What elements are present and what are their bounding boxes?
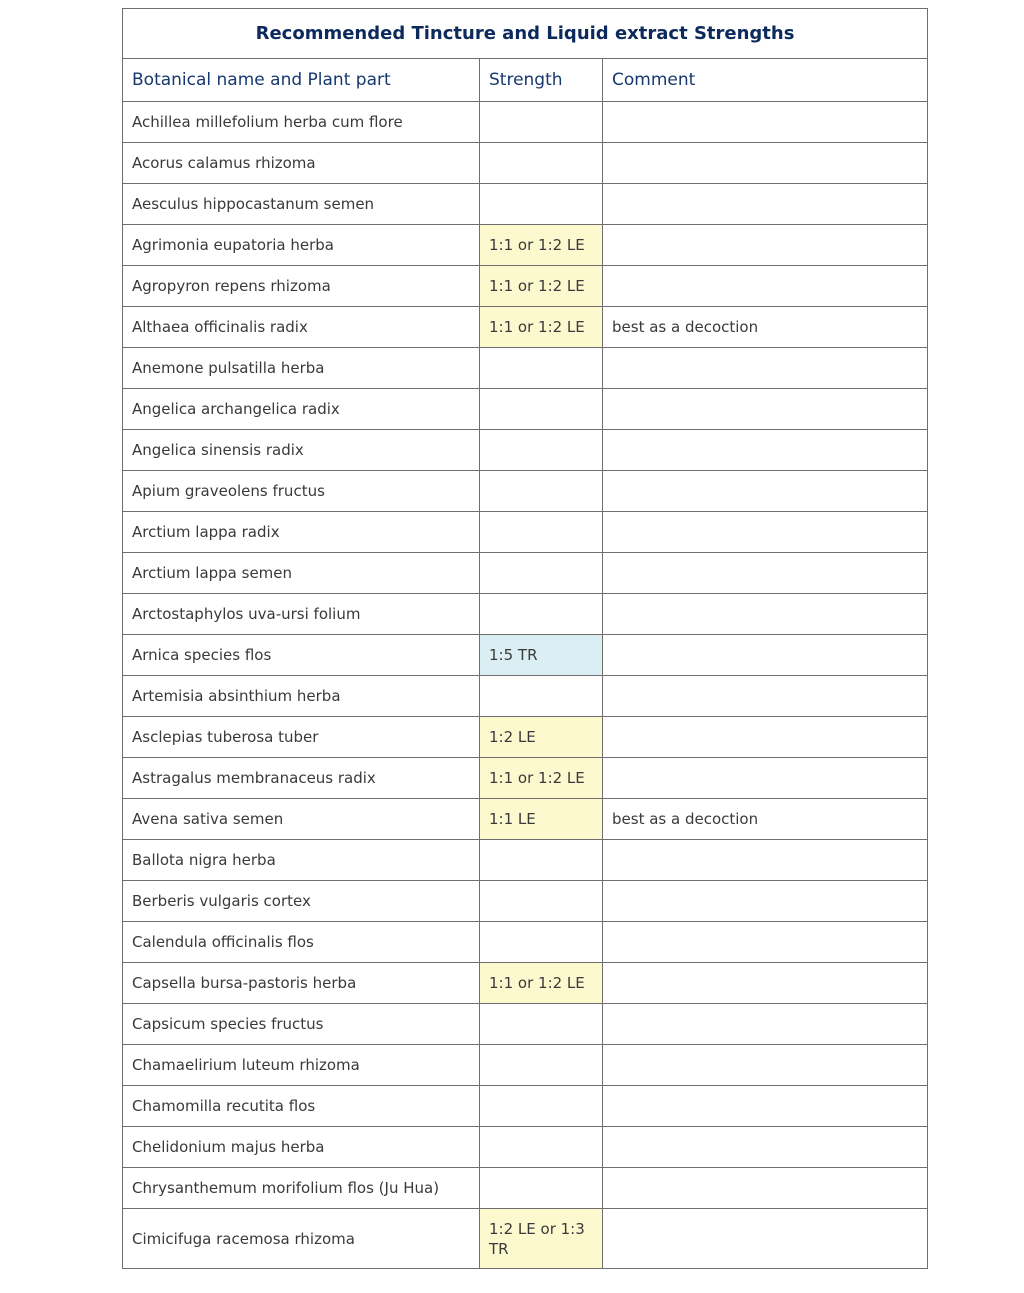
- table-row: [123, 1004, 928, 1045]
- strengths-table: [122, 8, 928, 1269]
- comment-cell: [603, 1004, 928, 1045]
- strength-cell: [480, 553, 603, 594]
- strength-cell: [480, 1168, 603, 1209]
- strength-cell: [480, 1004, 603, 1045]
- strength-cell: [480, 1045, 603, 1086]
- comment-cell: [603, 881, 928, 922]
- strength-cell: [480, 922, 603, 963]
- botanical-name-cell: Chamomilla recutita flos: [123, 1086, 480, 1127]
- header-comment: Comment: [603, 59, 928, 102]
- strength-cell: [480, 881, 603, 922]
- header-strength: Strength: [480, 59, 603, 102]
- strengths-sheet: [122, 8, 927, 1269]
- botanical-name-cell: Chamaelirium luteum rhizoma: [123, 1045, 480, 1086]
- table-row: [123, 553, 928, 594]
- strength-cell: 1:1 or 1:2 LE: [480, 307, 603, 348]
- comment-cell: [603, 512, 928, 553]
- table-row: [123, 102, 928, 143]
- header-botanical-name: Botanical name and Plant part: [123, 59, 480, 102]
- comment-cell: [603, 471, 928, 512]
- strength-cell: [480, 102, 603, 143]
- comment-cell: best as a decoction: [603, 799, 928, 840]
- botanical-name-cell: Agropyron repens rhizoma: [123, 266, 480, 307]
- strength-cell: [480, 348, 603, 389]
- comment-cell: [603, 758, 928, 799]
- botanical-name-cell: Capsicum species fructus: [123, 1004, 480, 1045]
- table-body: [123, 102, 928, 1269]
- botanical-name-cell: Avena sativa semen: [123, 799, 480, 840]
- strength-cell: [480, 1086, 603, 1127]
- botanical-name-cell: Angelica archangelica radix: [123, 389, 480, 430]
- table-row: [123, 225, 928, 266]
- strength-cell: 1:1 or 1:2 LE: [480, 266, 603, 307]
- botanical-name-cell: Agrimonia eupatoria herba: [123, 225, 480, 266]
- comment-cell: [603, 225, 928, 266]
- table-row: [123, 963, 928, 1004]
- comment-cell: [603, 922, 928, 963]
- strength-cell: [480, 840, 603, 881]
- table-row: [123, 1127, 928, 1168]
- botanical-name-cell: Capsella bursa-pastoris herba: [123, 963, 480, 1004]
- comment-cell: [603, 676, 928, 717]
- comment-cell: [603, 1209, 928, 1269]
- comment-cell: [603, 143, 928, 184]
- table-row: [123, 471, 928, 512]
- strength-cell: 1:5 TR: [480, 635, 603, 676]
- table-row: [123, 594, 928, 635]
- strength-cell: [480, 471, 603, 512]
- strength-cell: [480, 430, 603, 471]
- strength-cell: 1:2 LE: [480, 717, 603, 758]
- table-row: [123, 512, 928, 553]
- comment-cell: [603, 840, 928, 881]
- table-row: [123, 1209, 928, 1269]
- botanical-name-cell: Achillea millefolium herba cum flore: [123, 102, 480, 143]
- comment-cell: [603, 1168, 928, 1209]
- table-row: [123, 717, 928, 758]
- comment-cell: [603, 1045, 928, 1086]
- botanical-name-cell: Chelidonium majus herba: [123, 1127, 480, 1168]
- table-row: [123, 266, 928, 307]
- table-row: [123, 430, 928, 471]
- table-row: [123, 307, 928, 348]
- botanical-name-cell: Cimicifuga racemosa rhizoma: [123, 1209, 480, 1269]
- header-row: [123, 59, 928, 102]
- strength-cell: [480, 676, 603, 717]
- strength-cell: [480, 184, 603, 225]
- botanical-name-cell: Astragalus membranaceus radix: [123, 758, 480, 799]
- strength-cell: 1:1 LE: [480, 799, 603, 840]
- botanical-name-cell: Acorus calamus rhizoma: [123, 143, 480, 184]
- strength-cell: 1:1 or 1:2 LE: [480, 963, 603, 1004]
- comment-cell: [603, 963, 928, 1004]
- table-row: [123, 1086, 928, 1127]
- botanical-name-cell: Anemone pulsatilla herba: [123, 348, 480, 389]
- comment-cell: [603, 717, 928, 758]
- botanical-name-cell: Arctium lappa semen: [123, 553, 480, 594]
- comment-cell: [603, 266, 928, 307]
- comment-cell: [603, 1127, 928, 1168]
- botanical-name-cell: Ballota nigra herba: [123, 840, 480, 881]
- table-row: [123, 922, 928, 963]
- botanical-name-cell: Calendula officinalis flos: [123, 922, 480, 963]
- botanical-name-cell: Berberis vulgaris cortex: [123, 881, 480, 922]
- comment-cell: [603, 594, 928, 635]
- table-row: [123, 840, 928, 881]
- table-row: [123, 143, 928, 184]
- comment-cell: best as a decoction: [603, 307, 928, 348]
- table-row: [123, 676, 928, 717]
- botanical-name-cell: Aesculus hippocastanum semen: [123, 184, 480, 225]
- comment-cell: [603, 1086, 928, 1127]
- botanical-name-cell: Arnica species flos: [123, 635, 480, 676]
- table-row: [123, 389, 928, 430]
- strength-cell: 1:2 LE or 1:3 TR: [480, 1209, 603, 1269]
- strength-cell: [480, 512, 603, 553]
- comment-cell: [603, 389, 928, 430]
- botanical-name-cell: Angelica sinensis radix: [123, 430, 480, 471]
- strength-cell: [480, 594, 603, 635]
- table-row: [123, 1045, 928, 1086]
- strength-cell: 1:1 or 1:2 LE: [480, 225, 603, 266]
- table-row: [123, 348, 928, 389]
- botanical-name-cell: Arctostaphylos uva-ursi folium: [123, 594, 480, 635]
- title-row: [123, 9, 928, 59]
- botanical-name-cell: Chrysanthemum morifolium flos (Ju Hua): [123, 1168, 480, 1209]
- table-title: Recommended Tincture and Liquid extract Strengths: [123, 9, 928, 59]
- table-row: [123, 1168, 928, 1209]
- strength-cell: [480, 1127, 603, 1168]
- table-row: [123, 635, 928, 676]
- strength-cell: [480, 143, 603, 184]
- comment-cell: [603, 553, 928, 594]
- table-row: [123, 758, 928, 799]
- botanical-name-cell: Artemisia absinthium herba: [123, 676, 480, 717]
- comment-cell: [603, 102, 928, 143]
- strength-cell: 1:1 or 1:2 LE: [480, 758, 603, 799]
- table-row: [123, 184, 928, 225]
- comment-cell: [603, 184, 928, 225]
- table-row: [123, 799, 928, 840]
- botanical-name-cell: Arctium lappa radix: [123, 512, 480, 553]
- botanical-name-cell: Apium graveolens fructus: [123, 471, 480, 512]
- botanical-name-cell: Asclepias tuberosa tuber: [123, 717, 480, 758]
- comment-cell: [603, 348, 928, 389]
- comment-cell: [603, 635, 928, 676]
- botanical-name-cell: Althaea officinalis radix: [123, 307, 480, 348]
- table-row: [123, 881, 928, 922]
- comment-cell: [603, 430, 928, 471]
- strength-cell: [480, 389, 603, 430]
